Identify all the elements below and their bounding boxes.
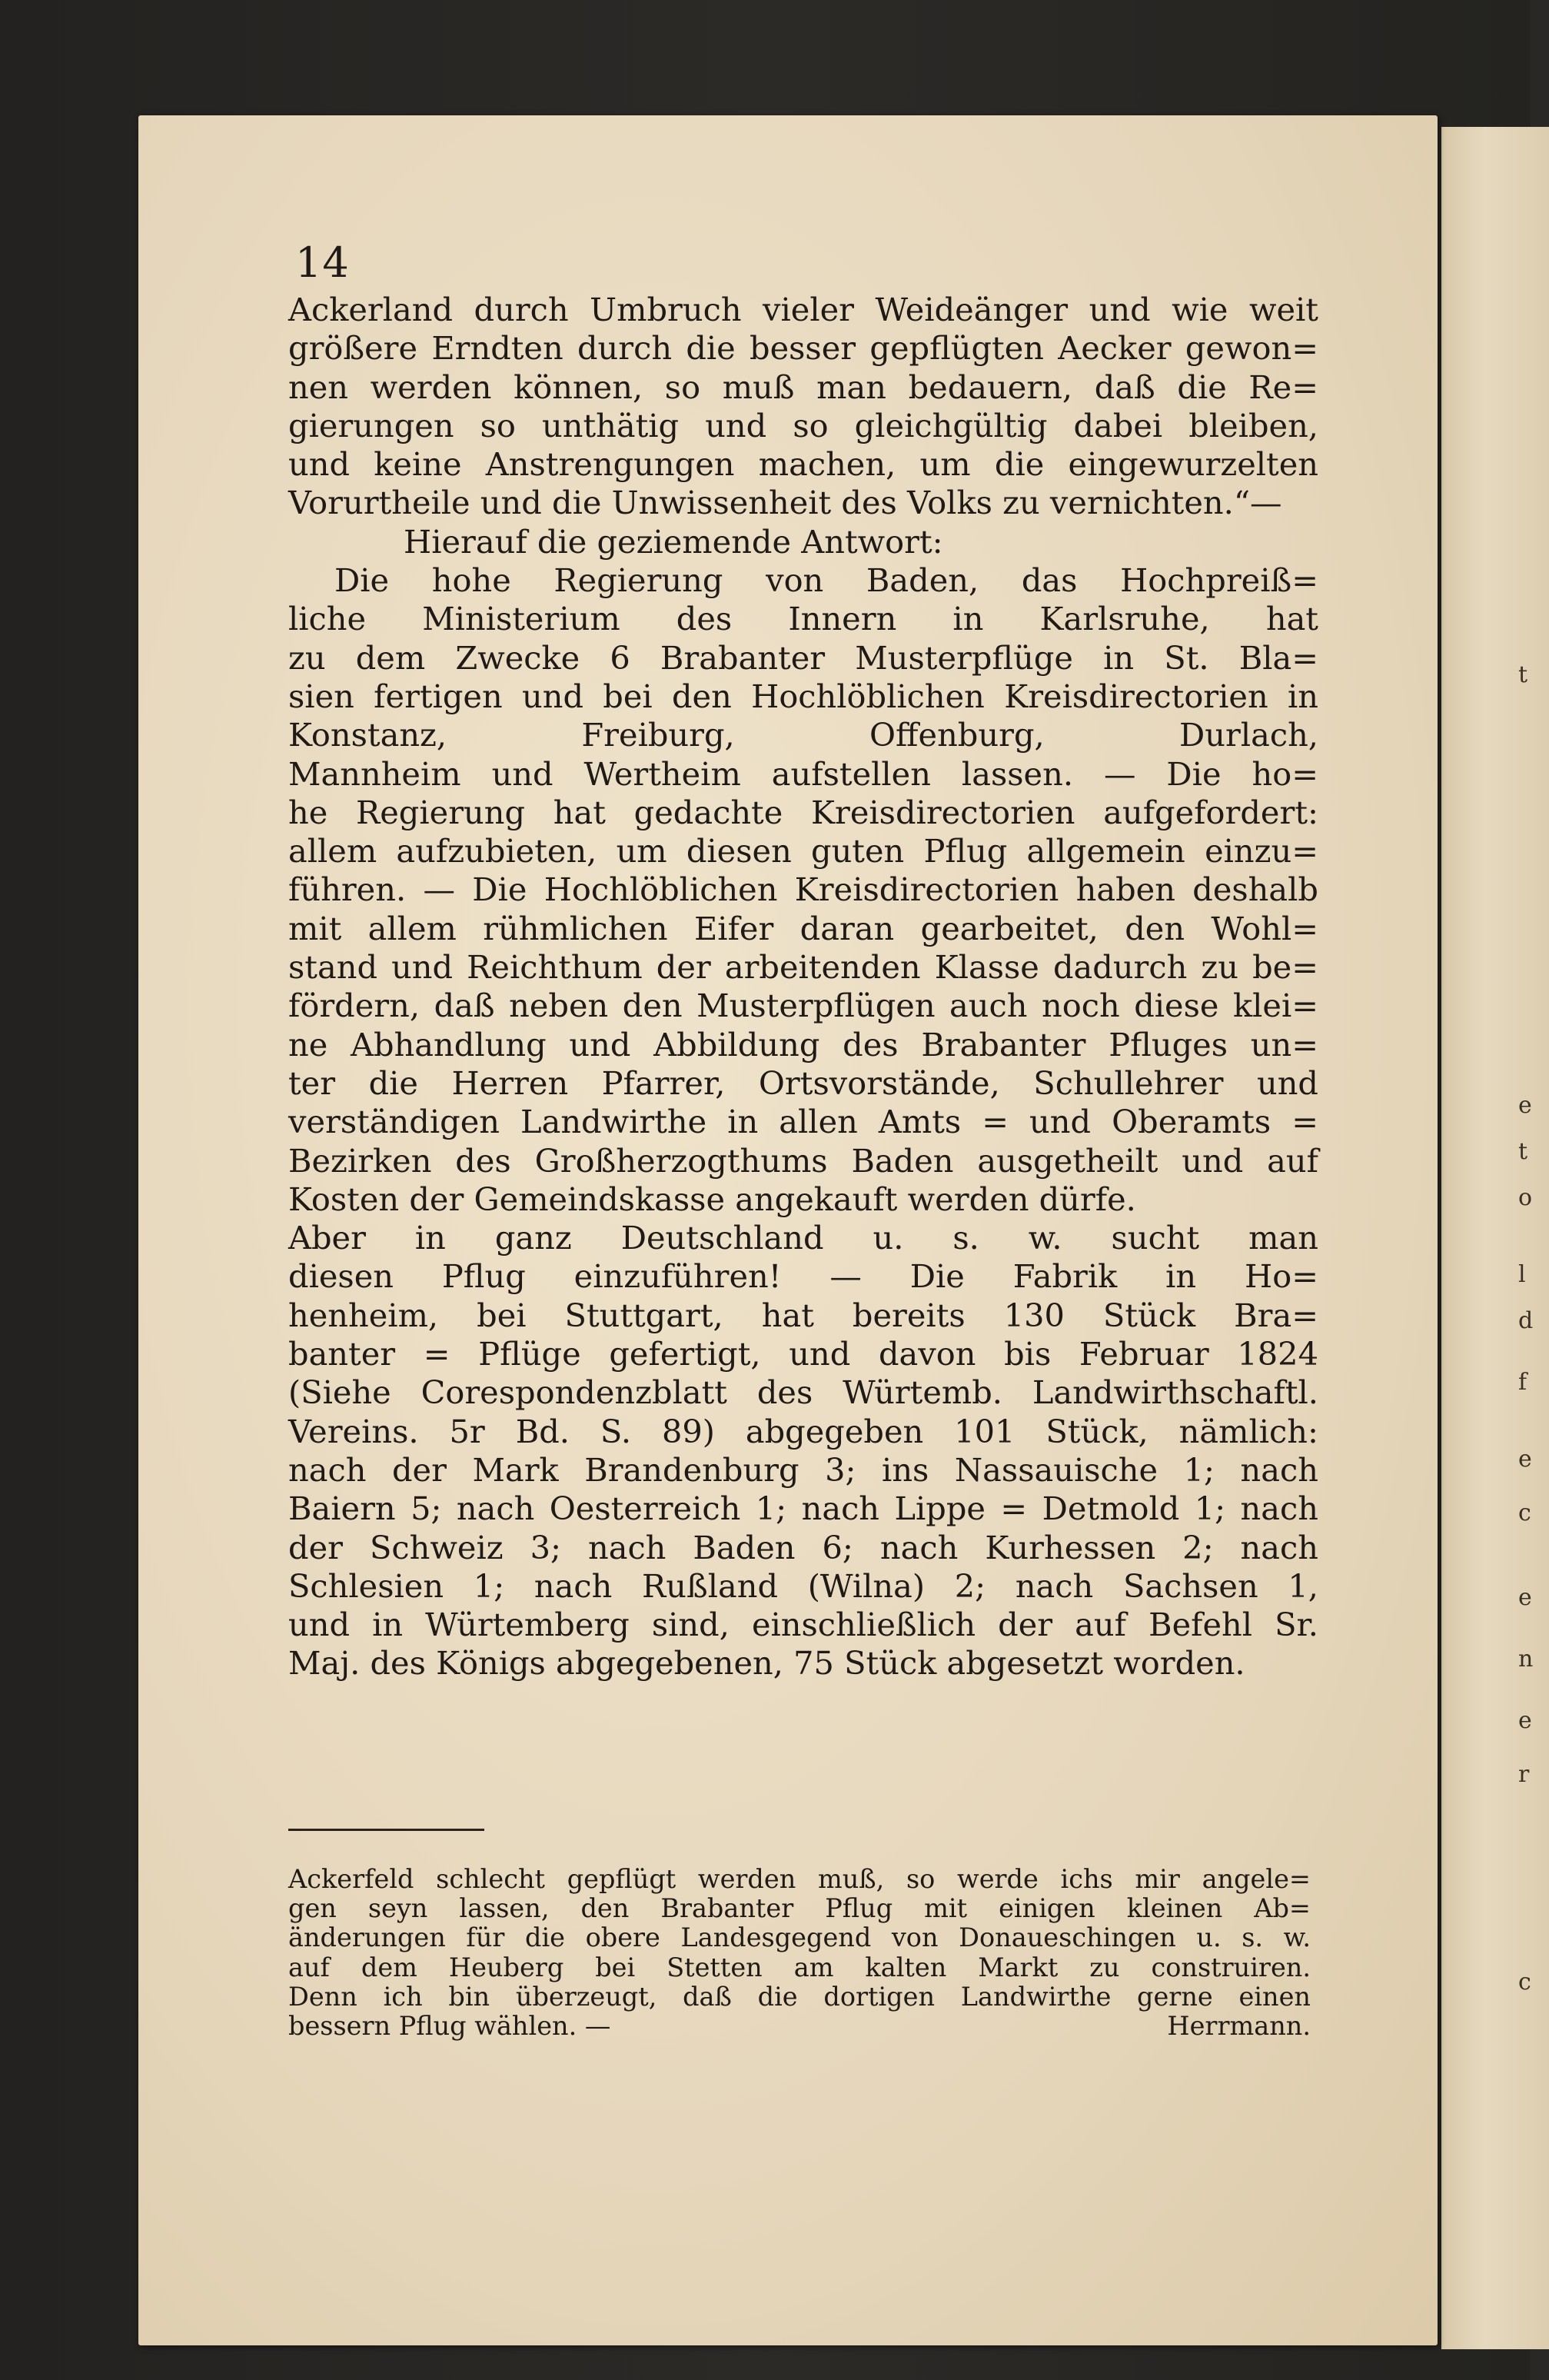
next-page-glyph: e [1518, 1446, 1532, 1473]
text-line: gierungen so unthätig und so gleichgültig dabei bleiben, [288, 406, 1318, 444]
next-page-edge [1441, 127, 1549, 2349]
next-page-glyph: d [1518, 1307, 1534, 1334]
footnote-closing-line [288, 2012, 1311, 2041]
text-line: und keine Anstrengungen machen, um die eingewurzelten [288, 445, 1318, 484]
next-page-glyph: l [1518, 1261, 1526, 1288]
text-line: führen. — Die Hochlöblichen Kreisdirectorien haben deshalb [288, 870, 1318, 909]
text-line: Die hohe Regierung von Baden, das Hochpreiß= [334, 561, 1318, 600]
next-page-glyph: f [1518, 1369, 1527, 1396]
text-line: ter die Herren Pfarrer, Ortsvorstände, Schullehrer und [288, 1064, 1318, 1102]
text-line: verständigen Landwirthe in allen Amts = und Oberamts = [288, 1103, 1318, 1141]
text-line: Maj. des Königs abgegebenen, 75 Stück abgesetzt worden. [288, 1644, 1245, 1683]
text-line: he Regierung hat gedachte Kreisdirectorien aufgefordert: [288, 793, 1318, 831]
text-line: der Schweiz 3; nach Baden 6; nach Kurhessen 2; nach [288, 1528, 1318, 1566]
text-line: sien fertigen und bei den Hochlöblichen Kreisdirectorien in [288, 677, 1318, 715]
next-page-glyph: n [1518, 1646, 1534, 1673]
footnote-signature: Herrmann. [1167, 2010, 1311, 2041]
text-line: Schlesien 1; nach Rußland (Wilna) 2; nach Sachsen 1, [288, 1566, 1318, 1605]
next-page-glyph: c [1518, 1500, 1531, 1526]
footnote-separator [288, 1829, 484, 1831]
footnote-line: änderungen für die obere Landesgegend von Donaueschingen u. s. w. [288, 1922, 1311, 1953]
next-page-glyph: c [1518, 1969, 1531, 1996]
page-number: 14 [295, 238, 350, 287]
footnote-line: Ackerfeld schlecht gepflügt werden muß, so werde ichs mir angele= [288, 1864, 1311, 1894]
text-line: Aber in ganz Deutschland u. s. w. sucht man [288, 1219, 1318, 1257]
text-line: größere Erndten durch die besser gepflügten Aecker gewon= [288, 329, 1318, 368]
text-line: nen werden können, so muß man bedauern, daß die Re= [288, 368, 1318, 406]
text-line: Vorurtheile und die Unwissenheit des Volks zu vernichten.“— [288, 484, 1282, 522]
text-line: zu dem Zwecke 6 Brabanter Musterpflüge in St. Bla= [288, 638, 1318, 677]
text-line: Vereins. 5r Bd. S. 89) abgegeben 101 Stück, nämlich: [288, 1412, 1318, 1450]
text-line: banter = Pflüge gefertigt, und davon bis Februar 1824 [288, 1335, 1318, 1373]
text-line: ne Abhandlung und Abbildung des Brabanter Pfluges un= [288, 1025, 1318, 1064]
text-line: Kosten der Gemeindskasse angekauft werden dürfe. [288, 1180, 1136, 1218]
text-line: Hierauf die geziemende Antwort: [404, 522, 943, 561]
next-page-glyph: e [1518, 1092, 1532, 1119]
next-page-glyph: e [1518, 1707, 1532, 1734]
text-line: (Siehe Corespondenzblatt des Würtemb. Landwirthschaftl. [288, 1373, 1318, 1412]
next-page-glyph: r [1518, 1761, 1530, 1788]
next-page-glyph: t [1518, 1138, 1528, 1165]
text-line: Ackerland durch Umbruch vieler Weideänger und wie weit [288, 291, 1318, 328]
text-line: Mannheim und Wertheim aufstellen lassen. — Die ho= [288, 754, 1318, 793]
text-line: mit allem rühmlichen Eifer daran gearbeitet, den Wohl= [288, 909, 1318, 947]
text-line: fördern, daß neben den Musterpflügen auch noch diese klei= [288, 987, 1318, 1025]
text-line: allem aufzubieten, um diesen guten Pflug allgemein einzu= [288, 832, 1318, 870]
next-page-glyph: t [1518, 661, 1528, 688]
footnote-line: auf dem Heuberg bei Stetten am kalten Markt zu construiren. [288, 1952, 1311, 1982]
text-line: henheim, bei Stuttgart, hat bereits 130 Stück Bra= [288, 1296, 1318, 1334]
footnote-block [288, 1865, 1311, 2041]
text-line: Konstanz, Freiburg, Offenburg, Durlach, [288, 716, 1318, 754]
text-line: Bezirken des Großherzogthums Baden ausgetheilt und auf [288, 1141, 1318, 1180]
footnote-line: gen seyn lassen, den Brabanter Pflug mit einigen kleinen Ab= [288, 1893, 1311, 1924]
main-text-block [288, 291, 1318, 1683]
text-line: liche Ministerium des Innern in Karlsruhe, hat [288, 600, 1318, 638]
footnote-last-line: bessern Pflug wählen. — [288, 2010, 611, 2041]
footnote-line: Denn ich bin überzeugt, daß die dortigen Landwirthe gerne einen [288, 1981, 1311, 2012]
text-line: Baiern 5; nach Oesterreich 1; nach Lippe = Detmold 1; nach [288, 1490, 1318, 1528]
text-line: nach der Mark Brandenburg 3; ins Nassauische 1; nach [288, 1450, 1318, 1489]
text-line: stand und Reichthum der arbeitenden Klasse dadurch zu be= [288, 948, 1318, 987]
text-line: und in Würtemberg sind, einschließlich der auf Befehl Sr. [288, 1606, 1318, 1644]
text-line: diesen Pflug einzuführen! — Die Fabrik in Ho= [288, 1257, 1318, 1296]
next-page-glyph: o [1518, 1184, 1533, 1211]
next-page-glyph: e [1518, 1584, 1532, 1611]
